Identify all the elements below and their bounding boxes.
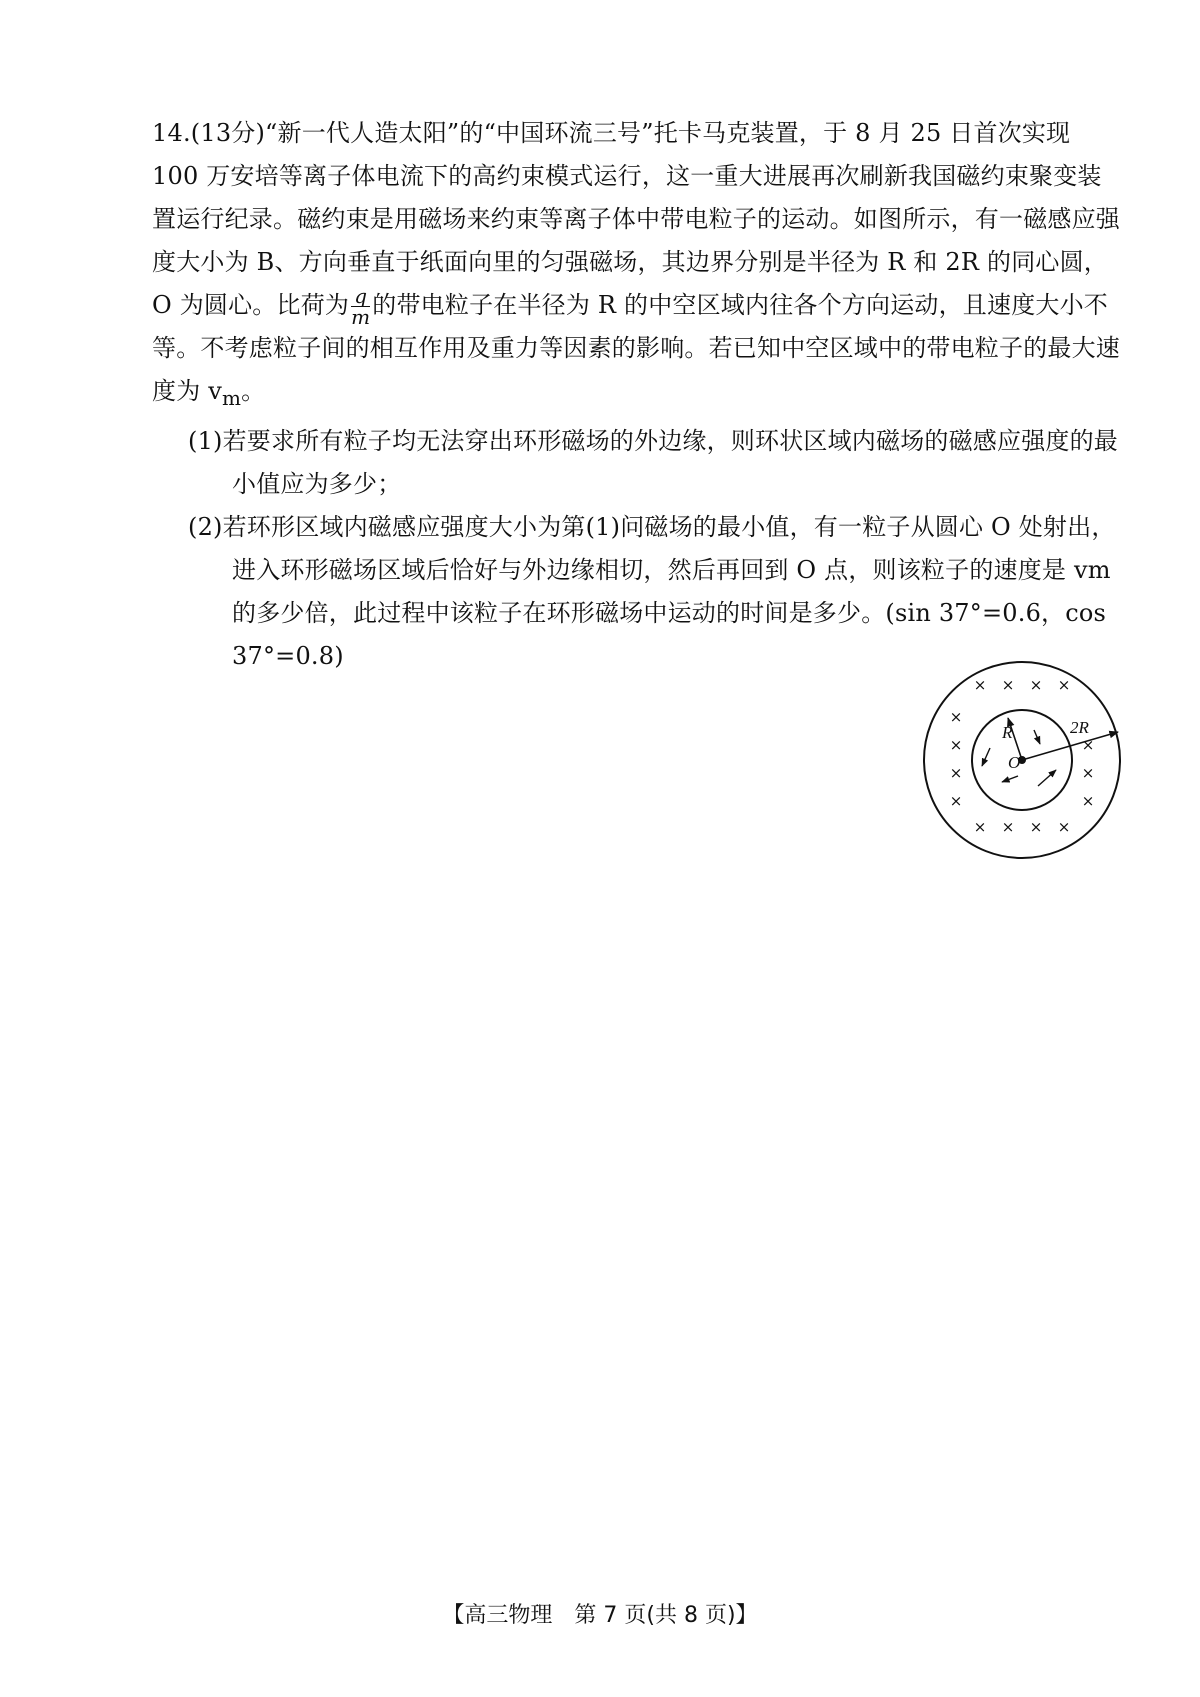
field-mark: × — [1001, 818, 1015, 836]
stem-text-1: “新一代人造太阳”的“中国环流三号”托卡马克装置，于 8 月 25 日首次实现 100 万安培等离子体电流下的高约束模式运行，这一重大进展再次刷新我国磁约束聚变装置运行纪录。磁约束是用磁场来约束等离子体中带电粒子的运动。如图所示，有一磁感应强度大小为 B、方向垂直于纸面向里的匀强磁场，其边界分别是半径为 R 和 2R 的同心圆，O 为圆心。比荷为 — [152, 119, 1120, 319]
field-mark: × — [1029, 676, 1043, 694]
question-number: 14. — [152, 119, 191, 147]
field-mark: × — [1081, 736, 1095, 754]
field-mark: × — [949, 708, 963, 726]
label-R: R — [1002, 723, 1013, 742]
field-mark: × — [1001, 676, 1015, 694]
velocity-arrow — [1034, 730, 1040, 744]
field-mark: × — [949, 736, 963, 754]
velocity-arrow — [1038, 770, 1056, 786]
label-O: O — [1008, 753, 1021, 772]
question-score: (13分) — [190, 119, 266, 147]
charge-mass-ratio — [351, 286, 370, 327]
frac-numerator: q — [351, 286, 370, 307]
frac-denominator: m — [351, 305, 371, 329]
vm-subscript: m — [222, 385, 242, 410]
sub-question-1: (1)若要求所有粒子均无法穿出环形磁场的外边缘，则环状区域内磁场的磁感应强度的最小值应为多少； — [188, 426, 1118, 498]
field-mark: × — [949, 764, 963, 782]
label-2R: 2R — [1070, 718, 1089, 737]
velocity-arrow — [1002, 776, 1018, 782]
field-mark: × — [1057, 818, 1071, 836]
field-mark: × — [1057, 676, 1071, 694]
stem-text-2: 的带电粒子在半径为 R 的中空区域内往各个方向运动，且速度大小不等。不考虑粒子间的相互作用及重力等因素的影响。若已知中空区域中的带电粒子的最大速度为 v — [152, 291, 1120, 405]
question-14 — [152, 112, 1122, 678]
velocity-arrow — [982, 748, 990, 766]
field-mark: × — [949, 792, 963, 810]
field-mark: × — [973, 676, 987, 694]
field-mark: × — [973, 818, 987, 836]
question-stem — [152, 112, 1122, 420]
sub-question-2: (2)若环形区域内磁感应强度大小为第(1)问磁场的最小值，有一粒子从圆心 O 处射出，进入环形磁场区域后恰好与外边缘相切，然后再回到 O 点，则该粒子的速度是 vm 的多少倍，此过程中该粒子在环形磁场中运动的时间是多少。(sin 37°=0.6，cos 37°=0.8) — [188, 512, 1116, 670]
field-mark: × — [1081, 792, 1095, 810]
field-mark: × — [1081, 764, 1095, 782]
magnetic-field-diagram — [920, 660, 1130, 870]
page-footer: 【高三物理 第 7 页(共 8 页)】 — [442, 1603, 758, 1628]
field-mark: × — [1029, 818, 1043, 836]
stem-end: 。 — [241, 377, 266, 405]
